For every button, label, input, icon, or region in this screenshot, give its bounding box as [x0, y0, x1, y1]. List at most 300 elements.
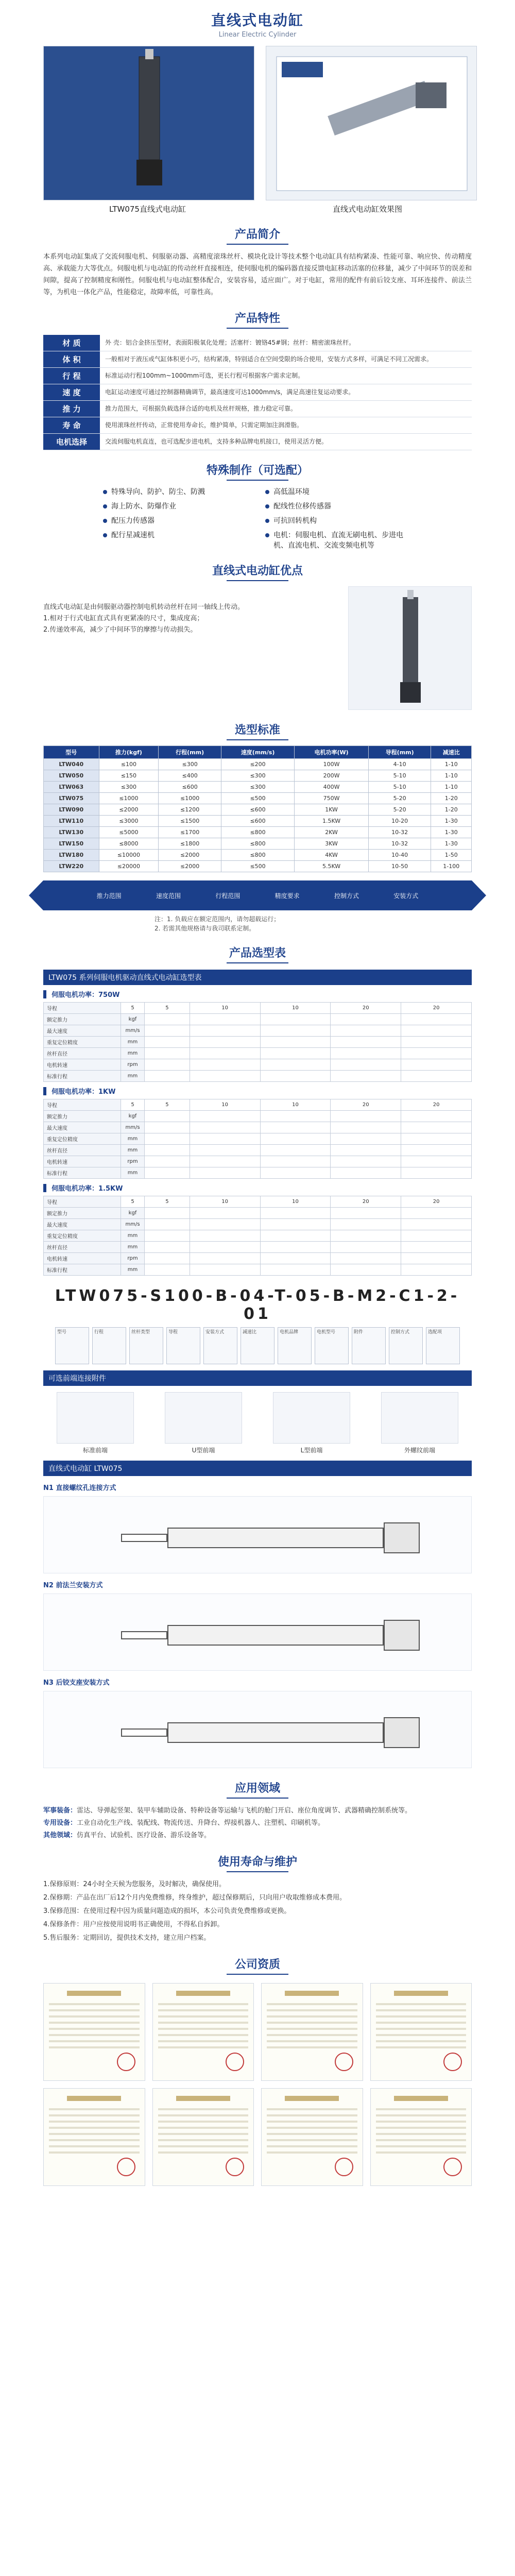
table-cell: ≤1200 [159, 804, 221, 816]
table-cell [145, 1219, 190, 1230]
certificate-line [49, 2121, 140, 2123]
table-cell: LTW063 [44, 782, 99, 793]
certificate-line [158, 2127, 249, 2129]
selection-table [43, 745, 472, 872]
certificate-line [267, 2040, 357, 2042]
table-cell [145, 1264, 190, 1276]
selection-title: 选型标准 [234, 724, 280, 737]
table-cell [260, 1219, 331, 1230]
row-label: 额定推力 [44, 1111, 121, 1122]
feature-value: 一般相对于液压或气缸体积更小巧，结构紧凑，特别适合在空间受限的场合使用，安装方式多样，可满足不同工况需求。 [105, 355, 433, 363]
code-box: 减速比 [241, 1327, 274, 1364]
divider [227, 739, 288, 740]
table-cell [401, 1253, 472, 1264]
column-header: 速度(mm/s) [221, 746, 294, 759]
custom-item-label: 海上防水、防爆作业 [111, 502, 176, 511]
accessory-item [376, 1392, 464, 1454]
table-cell: 1-50 [431, 850, 472, 861]
table-cell: 4-10 [368, 759, 431, 770]
motor-group-header [43, 1183, 472, 1193]
table-cell: ≤2000 [159, 850, 221, 861]
table-row [44, 1003, 472, 1014]
drawings-banner: 直线式电动缸 LTW075 [43, 1461, 472, 1476]
table-cell: 400W [295, 782, 369, 793]
arrow-label: 推力范围 [96, 892, 122, 900]
advantage-line: 2.传递效率高，减少了中间环节的摩擦与传动损失。 [43, 626, 197, 634]
rod-shape [121, 1631, 167, 1639]
cylinder-illustration [349, 587, 472, 710]
drawing [43, 1496, 472, 1573]
table-cell: 200W [295, 770, 369, 782]
table-cell [145, 1037, 190, 1048]
table-cell [190, 1014, 260, 1025]
bullet-icon [103, 490, 107, 494]
table-cell: 1-30 [431, 816, 472, 827]
certificate-line [49, 2127, 140, 2129]
table-cell: mm [121, 1264, 145, 1276]
feature-row [43, 417, 472, 434]
table-row [44, 1122, 472, 1133]
table-cell: ≤1500 [159, 816, 221, 827]
table-cell [401, 1230, 472, 1242]
row-label: 标准行程 [44, 1071, 121, 1082]
table-cell: mm [121, 1133, 145, 1145]
table-row [44, 861, 472, 872]
table-cell [190, 1111, 260, 1122]
table-cell [331, 1111, 401, 1122]
certificate-line [376, 2151, 467, 2154]
row-label: 额定推力 [44, 1208, 121, 1219]
certificate-line [267, 2009, 357, 2011]
table-cell: ≤1000 [159, 793, 221, 804]
table-cell: ≤400 [159, 770, 221, 782]
feature-key: 推 力 [43, 401, 100, 417]
table-cell [190, 1048, 260, 1059]
table-cell: ≤2000 [159, 861, 221, 872]
table-cell: 10 [190, 1099, 260, 1111]
table-cell: 1-10 [431, 782, 472, 793]
certificate-line [158, 2121, 249, 2123]
bullet-icon [265, 490, 269, 494]
table-cell: ≤300 [221, 782, 294, 793]
table-cell [260, 1122, 331, 1133]
code-box: 电机型号 [315, 1327, 349, 1364]
table-cell: 20 [401, 1099, 472, 1111]
custom-item-label: 配线性位移传感器 [273, 502, 331, 511]
table-cell: 5 [121, 1196, 145, 1208]
table-cell [401, 1025, 472, 1037]
table-cell [401, 1167, 472, 1179]
table-cell: 20 [331, 1099, 401, 1111]
table-row [44, 759, 472, 770]
table-cell [260, 1025, 331, 1037]
certs-title: 公司资质 [234, 1958, 280, 1971]
table-cell: ≤600 [159, 782, 221, 793]
table-row [44, 804, 472, 816]
table-cell [331, 1230, 401, 1242]
code-box: 附件 [352, 1327, 386, 1364]
row-label: 额定推力 [44, 1014, 121, 1025]
table-cell [145, 1059, 190, 1071]
intro-text: 本系列电动缸集成了交流伺服电机、伺服驱动器、高精度滚珠丝杆、模块化设计等技术整个电动缸具有结构紧凑、性能可靠、响应快、传动精度高、承载能力大等优点。伺服电机与电动缸的传动丝杆直接相连，使伺服电机的编码器直接反馈电缸移动活塞的位移量，减少了中间环节的误差和间隙，提高了控制精度和刚性。伺服电机与电动缸整体配合，安装容易，适应面广。对于电缸，常用的配件有前后铰支座、耳环连接件、前法兰等，为机电一体化产品，性能稳定，故障率低，可靠性高。 [43, 253, 472, 296]
note-line: 2. 若需其他规格请与我司联系定制。 [154, 925, 255, 932]
divider [227, 962, 288, 963]
certificate-line [158, 2003, 249, 2005]
table-cell: LTW150 [44, 838, 99, 850]
table-cell [401, 1145, 472, 1156]
bullet-icon [265, 519, 269, 523]
accessory-label: L型前端 [300, 1447, 323, 1454]
table-cell: 20 [331, 1196, 401, 1208]
body-shape [167, 1528, 384, 1548]
code-box: 电机品牌 [278, 1327, 312, 1364]
feature-row [43, 401, 472, 417]
table-cell [401, 1059, 472, 1071]
row-label: 电机转速 [44, 1253, 121, 1264]
table-cell [145, 1208, 190, 1219]
certificate-header [67, 2096, 121, 2101]
arrow-label: 控制方式 [334, 892, 359, 900]
table-row [44, 1133, 472, 1145]
hero-header [0, 0, 515, 39]
effect-image [266, 46, 477, 201]
certificate-header [176, 1991, 230, 1996]
table-cell [145, 1230, 190, 1242]
table-cell: 5 [121, 1003, 145, 1014]
certificate-line [267, 2108, 357, 2110]
advantage-image [348, 586, 472, 710]
table-cell: ≤300 [159, 759, 221, 770]
certificate-line [158, 2015, 249, 2018]
motor-group-header [43, 1086, 472, 1096]
order-code-boxes [43, 1327, 472, 1364]
life-title: 使用寿命与维护 [217, 1856, 297, 1869]
drawing [43, 1594, 472, 1671]
table-cell [260, 1208, 331, 1219]
table-cell [401, 1242, 472, 1253]
table-cell: 5.5KW [295, 861, 369, 872]
table-cell: 5 [145, 1003, 190, 1014]
page-title: 直线式电动缸 [211, 12, 304, 29]
table-cell: 5-20 [368, 804, 431, 816]
certificate-header [285, 2096, 339, 2101]
custom-list [0, 481, 515, 551]
row-label: 标准行程 [44, 1264, 121, 1276]
selection-notes [154, 914, 360, 933]
table-cell: ≤600 [221, 816, 294, 827]
table-cell: 4KW [295, 850, 369, 861]
table-cell [401, 1156, 472, 1167]
certificate-line [267, 2139, 357, 2141]
certificate-line [376, 2015, 467, 2018]
table-cell [190, 1253, 260, 1264]
table-cell [331, 1167, 401, 1179]
table-cell: mm/s [121, 1219, 145, 1230]
seal-icon [117, 2158, 135, 2176]
table-cell: ≤300 [221, 770, 294, 782]
certificate-line [158, 2022, 249, 2024]
row-label: 丝杆直径 [44, 1048, 121, 1059]
table-cell: 5 [121, 1099, 145, 1111]
table-cell [190, 1133, 260, 1145]
certificate-line [267, 2046, 357, 2048]
table-cell [145, 1156, 190, 1167]
column-header: 电机功率(W) [295, 746, 369, 759]
table-cell: 5-10 [368, 782, 431, 793]
list-item [103, 487, 250, 497]
row-label: 重复定位精度 [44, 1133, 121, 1145]
table-cell [190, 1242, 260, 1253]
row-label: 重复定位精度 [44, 1230, 121, 1242]
certificate-grid [43, 1983, 472, 2186]
motor-shape [384, 1522, 420, 1553]
table-cell [331, 1145, 401, 1156]
bullet-icon [103, 504, 107, 509]
code-box: 型号 [55, 1327, 89, 1364]
certificate [370, 1983, 472, 2081]
certificate-line [49, 2034, 140, 2036]
certificate-line [158, 2028, 249, 2030]
applications-text [43, 1805, 472, 1842]
certificate-line [49, 2003, 140, 2005]
accessory-item [268, 1392, 355, 1454]
application-paragraph [43, 1805, 472, 1817]
tag-icon [43, 1184, 46, 1192]
application-body: 仿真平台、试验机、医疗设备、游乐设备等。 [77, 1832, 211, 1839]
bullet-icon [103, 519, 107, 523]
table-cell: 10 [260, 1196, 331, 1208]
seal-icon [117, 2053, 135, 2071]
effect-photo [266, 46, 477, 200]
table-row [44, 1167, 472, 1179]
body-shape [167, 1625, 384, 1646]
table-cell: mm [121, 1048, 145, 1059]
row-label: 最大速度 [44, 1219, 121, 1230]
certificate-line [376, 2009, 467, 2011]
table-cell [401, 1014, 472, 1025]
table-cell [331, 1048, 401, 1059]
table-cell: rpm [121, 1059, 145, 1071]
certificate-line [158, 2034, 249, 2036]
certificate-line [49, 2133, 140, 2135]
table-cell [190, 1208, 260, 1219]
table-cell: ≤800 [221, 838, 294, 850]
table-cell [331, 1133, 401, 1145]
certificate-line [158, 2151, 249, 2154]
table-cell: kgf [121, 1111, 145, 1122]
life-list [43, 1878, 472, 1944]
table-cell: ≤1700 [159, 827, 221, 838]
table-cell: ≤800 [221, 850, 294, 861]
table-cell [190, 1264, 260, 1276]
table-cell: rpm [121, 1253, 145, 1264]
certificate-line [267, 2114, 357, 2116]
arrow-label: 行程范围 [215, 892, 241, 900]
seal-icon [226, 2053, 244, 2071]
seal-icon [335, 2053, 353, 2071]
table-cell: 5-10 [368, 770, 431, 782]
feature-row [43, 368, 472, 384]
feature-row [43, 351, 472, 368]
certificate-line [376, 2028, 467, 2030]
table-row [44, 838, 472, 850]
table-row [44, 816, 472, 827]
certificate [152, 1983, 254, 2081]
application-body: 工业自动化生产线、装配线、物流传送、升降台、焊接机器人、注塑机、印刷机等。 [77, 1819, 325, 1827]
table-header-row [44, 746, 472, 759]
table-cell [190, 1025, 260, 1037]
table-cell [145, 1242, 190, 1253]
table-cell [260, 1014, 331, 1025]
certificate-line [376, 2022, 467, 2024]
life-item: 4.保修条件：用户应按使用说明书正确使用，不得私自拆卸。 [43, 1921, 224, 1928]
table-row [44, 827, 472, 838]
table-cell [145, 1014, 190, 1025]
table-cell [331, 1122, 401, 1133]
table-cell [190, 1219, 260, 1230]
motor-group-label: 伺服电机功率：1KW [52, 1088, 116, 1096]
table-row [44, 1014, 472, 1025]
certificate-line [267, 2127, 357, 2129]
table-cell: ≤100 [99, 759, 159, 770]
certificate-line [376, 2133, 467, 2135]
custom-item-label: 配压力传感器 [111, 517, 154, 525]
certificate [370, 2088, 472, 2186]
certificate-line [267, 2022, 357, 2024]
rod-shape [121, 1534, 167, 1542]
table-cell [145, 1111, 190, 1122]
certificate-line [376, 2046, 467, 2048]
certificate-line [267, 2121, 357, 2123]
table-cell: ≤800 [221, 827, 294, 838]
table-cell: 5 [145, 1196, 190, 1208]
table-cell [260, 1048, 331, 1059]
cylinder-photo [43, 46, 254, 200]
accessory-label: 标准前端 [82, 1447, 108, 1454]
table-cell [145, 1133, 190, 1145]
table-cell [331, 1071, 401, 1082]
certificate-line [158, 2114, 249, 2116]
table-cell: 1-10 [431, 759, 472, 770]
list-item [103, 516, 250, 526]
table-row [44, 1208, 472, 1219]
page-subtitle: Linear Electric Cylinder [218, 31, 297, 39]
table-cell: 100W [295, 759, 369, 770]
seal-icon [443, 2158, 462, 2176]
certificate-line [376, 2121, 467, 2123]
product-table-groups [0, 989, 515, 1276]
table-cell [401, 1264, 472, 1276]
custom-title: 特殊制作（可选配） [206, 464, 308, 477]
column-header: 减速比 [431, 746, 472, 759]
table-cell [190, 1059, 260, 1071]
certificate-line [376, 2139, 467, 2141]
table-cell: ≤150 [99, 770, 159, 782]
certificate-line [49, 2040, 140, 2042]
table-cell [260, 1059, 331, 1071]
custom-item-label: 高低温环境 [273, 488, 310, 496]
divider [227, 1798, 288, 1799]
application-paragraph [43, 1817, 472, 1829]
table-cell [190, 1167, 260, 1179]
right-caption: 直线式电动缸效果图 [332, 205, 402, 214]
table-cell [331, 1219, 401, 1230]
table-cell: 20 [401, 1003, 472, 1014]
table-cell: 10 [260, 1099, 331, 1111]
table-cell: mm [121, 1071, 145, 1082]
table-cell: LTW050 [44, 770, 99, 782]
feature-key: 寿 命 [43, 417, 100, 433]
certificate-line [49, 2015, 140, 2018]
table-cell: kgf [121, 1208, 145, 1219]
certificate-line [376, 2114, 467, 2116]
certificate-line [376, 2145, 467, 2147]
left-caption: LTW075直线式电动缸 [109, 205, 186, 214]
table-row [44, 793, 472, 804]
certificate-line [267, 2151, 357, 2154]
life-item: 1.保修原则：24小时全天候为您服务，及时解决，确保使用。 [43, 1880, 226, 1888]
accessory-item [52, 1392, 139, 1454]
photo-captions [0, 200, 515, 214]
table-cell: ≤10000 [99, 850, 159, 861]
row-label: 重复定位精度 [44, 1037, 121, 1048]
table-cell: rpm [121, 1156, 145, 1167]
life-item: 2.保修期：产品在出厂后12个月内免费维修，终身维护，超过保修期后，只向用户收取维修成本费用。 [43, 1894, 346, 1902]
motor-group-header [43, 989, 472, 999]
body-shape [167, 1722, 384, 1743]
certificate-line [158, 2009, 249, 2011]
column-header: 型号 [44, 746, 99, 759]
bullet-icon [103, 533, 107, 537]
feature-key: 体 积 [43, 351, 100, 367]
table-row [44, 1264, 472, 1276]
seal-icon [335, 2158, 353, 2176]
certificate [261, 2088, 363, 2186]
feature-row [43, 434, 472, 450]
table-cell: 20 [401, 1196, 472, 1208]
table-cell [331, 1264, 401, 1276]
table-cell: 2KW [295, 827, 369, 838]
custom-item-label: 可抗回转机构 [273, 517, 317, 525]
tag-icon [43, 990, 46, 998]
certificate-line [376, 2003, 467, 2005]
table-cell: ≤200 [221, 759, 294, 770]
certificate-line [49, 2009, 140, 2011]
table-row [44, 1037, 472, 1048]
table-cell: mm [121, 1167, 145, 1179]
certificate-line [49, 2046, 140, 2048]
table-cell [190, 1071, 260, 1082]
table-cell [145, 1167, 190, 1179]
table-row [44, 1196, 472, 1208]
row-label: 最大速度 [44, 1025, 121, 1037]
row-label: 电机转速 [44, 1156, 121, 1167]
certificate-line [158, 2145, 249, 2147]
list-item [265, 487, 412, 497]
certificate-line [267, 2145, 357, 2147]
certificate-header [67, 1991, 121, 1996]
table-cell: LTW180 [44, 850, 99, 861]
table-cell [190, 1122, 260, 1133]
feature-key: 材 质 [43, 335, 100, 351]
column-header: 推力(kgf) [99, 746, 159, 759]
custom-item-label: 特殊导向、防护、防尘、防溅 [111, 488, 205, 496]
table-cell: LTW130 [44, 827, 99, 838]
application-paragraph [43, 1829, 472, 1842]
table-cell [401, 1133, 472, 1145]
arrow-label: 速度范围 [156, 892, 181, 900]
advantages-title: 直线式电动缸优点 [212, 565, 303, 578]
